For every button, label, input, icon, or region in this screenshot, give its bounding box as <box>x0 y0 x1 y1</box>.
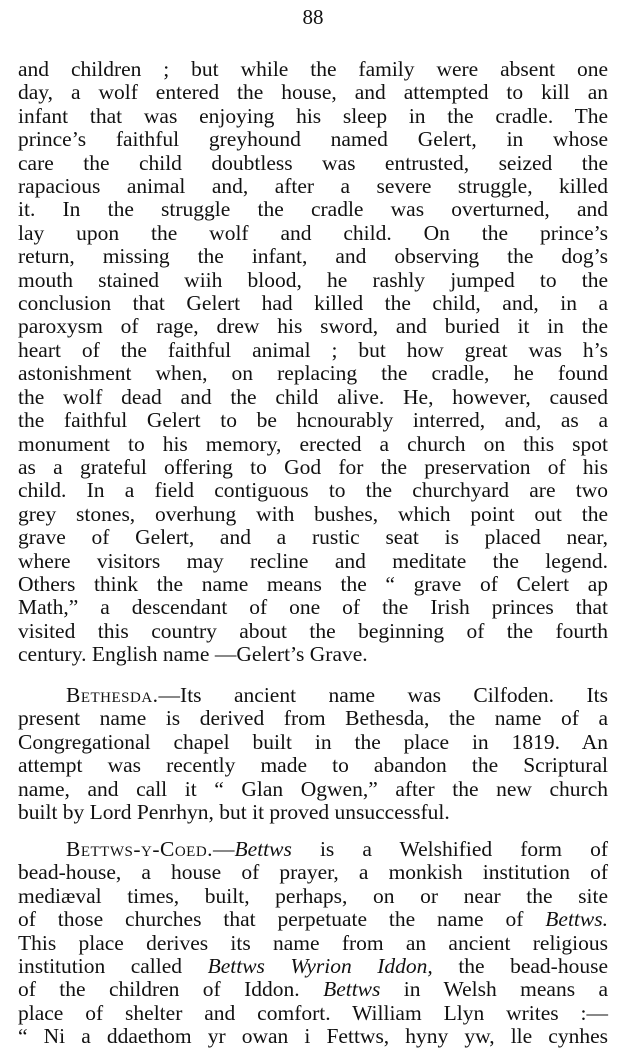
text-line: return, missing the infant, and observing the dog’s <box>18 244 608 269</box>
text-line <box>18 955 608 978</box>
page-number: 88 <box>302 5 324 29</box>
text-line: lay upon the wolf and child. On the prince’s <box>18 220 608 245</box>
text-line: heart of the faithful animal ; but how great was h’s <box>18 337 608 362</box>
text-line: “ Ni a ddaethom yr owan i Fettws, hyny yw, lle cynhes <box>18 1024 608 1049</box>
text-line-rest: is a Welshified form of <box>291 837 608 861</box>
text-line: paroxysm of rage, drew his sword, and buried it in the <box>18 314 608 339</box>
paragraph-bettws-y-coed <box>18 838 608 1049</box>
text-line: visited this country about the beginning of the fourth <box>18 618 608 643</box>
text-line: conclusion that Gelert had killed the child, and, in a <box>18 291 608 316</box>
entry-heading-bettws: Bettws-y-Coed. <box>66 837 214 861</box>
text-line: Math,” a descendant of one of the Irish princes that <box>18 595 608 620</box>
text-line <box>18 908 608 931</box>
text-line: grave of Gelert, and a rustic seat is placed near, <box>18 525 608 550</box>
text-line: bead-house, a house of prayer, a monkish institution of <box>18 860 608 885</box>
text-line: name, and call it “ Glan Ogwen,” after the new church <box>18 776 608 801</box>
text-line: Others think the name means the “ grave of Celert ap <box>18 571 608 596</box>
text-line: mediæval times, built, perhaps, on or near the site <box>18 883 608 908</box>
text-line: present name is derived from Bethesda, the name of a <box>18 706 608 731</box>
text-segment: in Welsh means a <box>380 977 609 1002</box>
text-segment: the bead-house <box>432 954 608 979</box>
text-line: mouth stained wiih blood, he rashly jumped to the <box>18 267 608 292</box>
text-line: the wolf dead and the child alive. He, however, caused <box>18 384 608 409</box>
text-line: and children ; but while the family were absent one <box>18 57 608 81</box>
text-dash: — <box>213 837 235 861</box>
text-line: child. In a field contiguous to the churchyard are two <box>18 478 608 503</box>
text-line: This place derives its name from an ancient religious <box>18 930 608 955</box>
text-line: grey stones, overhung with bushes, which point out the <box>18 501 608 526</box>
text-line: infant that was enjoying his sleep in the cradle. The <box>18 103 608 128</box>
text-line-rest: —Its ancient name was Cilfoden. Its <box>158 683 608 707</box>
text-line <box>18 684 608 707</box>
text-line: where visitors may recline and meditate the legend. <box>18 548 608 573</box>
text-line: monument to his memory, erected a church on this spot <box>18 431 608 456</box>
paragraph-gelert <box>18 58 608 667</box>
text-segment: of those churches that perpetuate the name of <box>18 907 546 932</box>
text-segment: of the children of Iddon. <box>18 977 324 1002</box>
text-line: prince’s faithful greyhound named Gelert, in whose <box>18 127 608 152</box>
text-line: century. English name —Gelert’s Grave. <box>18 642 368 667</box>
entry-heading-bethesda: Bethesda. <box>66 683 159 707</box>
paragraph-bethesda <box>18 684 608 824</box>
text-line: built by Lord Penrhyn, but it proved unsuccessful. <box>18 800 450 825</box>
italic-term: Bettws <box>323 977 381 1002</box>
text-line: astonishment when, on replacing the cradle, he found <box>18 361 608 386</box>
text-line: it. In the struggle the cradle was overturned, and <box>18 197 608 222</box>
text-line: Congregational chapel built in the place in 1819. An <box>18 729 608 754</box>
text-line: care the child doubtless was entrusted, seized the <box>18 150 608 175</box>
text-line: the faithful Gelert to be hcnourably interred, and, as a <box>18 408 608 433</box>
text-line: rapacious animal and, after a severe struggle, killed <box>18 174 608 199</box>
text-line <box>18 978 608 1001</box>
italic-term: Bettws <box>234 837 292 861</box>
text-line: attempt was recently made to abandon the Scriptural <box>18 753 608 778</box>
text-segment: institution called <box>18 954 208 979</box>
italic-term: Bettws Wyrion Iddon, <box>207 954 433 979</box>
text-line <box>18 838 608 861</box>
text-line: day, a wolf entered the house, and attempted to kill an <box>18 80 608 105</box>
text-line: place of shelter and comfort. William Llyn writes :— <box>18 1000 608 1025</box>
text-line: as a grateful offering to God for the preservation of his <box>18 454 608 479</box>
italic-term: Bettws. <box>545 907 608 932</box>
